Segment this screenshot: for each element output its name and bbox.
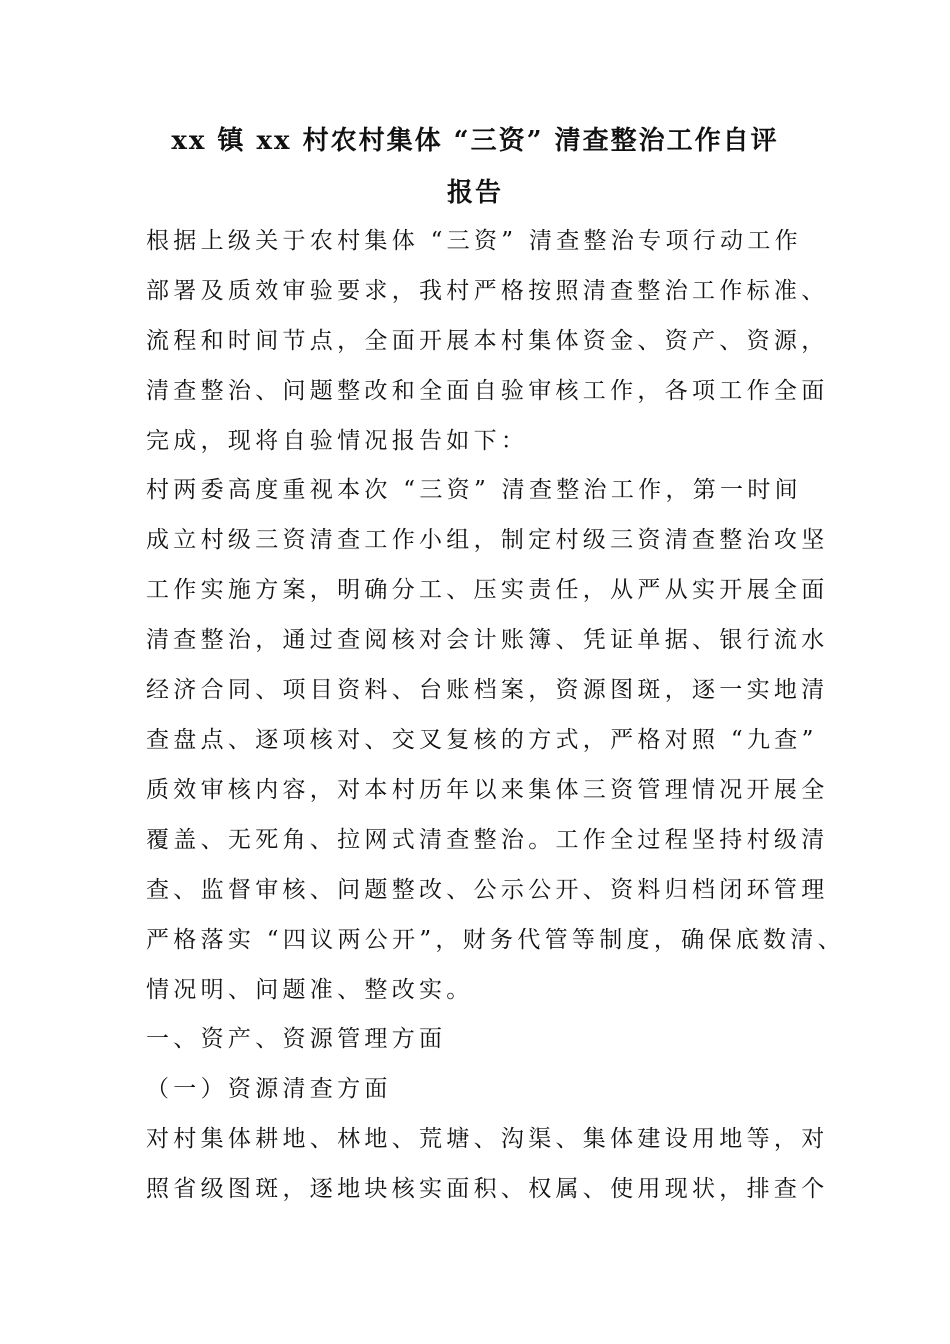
- body-line-18: 照省级图斑，逐地块核实面积、权属、使用现状，排查个: [146, 1176, 829, 1202]
- section-heading: 一、资产、资源管理方面: [146, 1026, 447, 1052]
- subsection-heading: （一）资源清查方面: [146, 1076, 392, 1102]
- body-line-9: 清查整治，通过查阅核对会计账簿、凭证单据、银行流水: [146, 627, 829, 653]
- body-line-15: 严格落实 “四议两公开”，财务代管等制度，确保底数清、: [146, 927, 845, 953]
- body-line-16: 情况明、问题准、整改实。: [146, 977, 474, 1003]
- body-line-4: 清查整治、问题整改和全面自验审核工作，各项工作全面: [146, 378, 829, 404]
- document-title-line-1: xx 镇 xx 村农村集体 “三资” 清查整治工作自评: [171, 126, 779, 156]
- body-line-11: 查盘点、逐项核对、交叉复核的方式，严格对照 “九查”: [146, 727, 818, 753]
- body-line-7: 成立村级三资清查工作小组，制定村级三资清查整治攻坚: [146, 527, 829, 553]
- body-line-2: 部署及质效审验要求，我村严格按照清查整治工作标准、: [146, 278, 829, 304]
- document-title-line-2: 报告: [446, 178, 503, 208]
- body-line-3: 流程和时间节点，全面开展本村集体资金、资产、资源，: [146, 328, 829, 354]
- body-line-5: 完成，现将自验情况报告如下：: [146, 428, 529, 454]
- body-line-8: 工作实施方案，明确分工、压实责任，从严从实开展全面: [146, 577, 829, 603]
- body-line-13: 覆盖、无死角、拉网式清查整治。工作全过程坚持村级清: [146, 827, 829, 853]
- body-line-10: 经济合同、项目资料、台账档案，资源图斑，逐一实地清: [146, 677, 829, 703]
- body-line-6: 村两委高度重视本次 “三资” 清查整治工作，第一时间: [146, 477, 802, 503]
- body-line-12: 质效审核内容，对本村历年以来集体三资管理情况开展全: [146, 777, 829, 803]
- body-line-1: 根据上级关于农村集体 “三资” 清查整治专项行动工作: [146, 228, 802, 254]
- body-line-17: 对村集体耕地、林地、荒塘、沟渠、集体建设用地等，对: [146, 1126, 829, 1152]
- body-line-14: 查、监督审核、问题整改、公示公开、资料归档闭环管理: [146, 877, 829, 903]
